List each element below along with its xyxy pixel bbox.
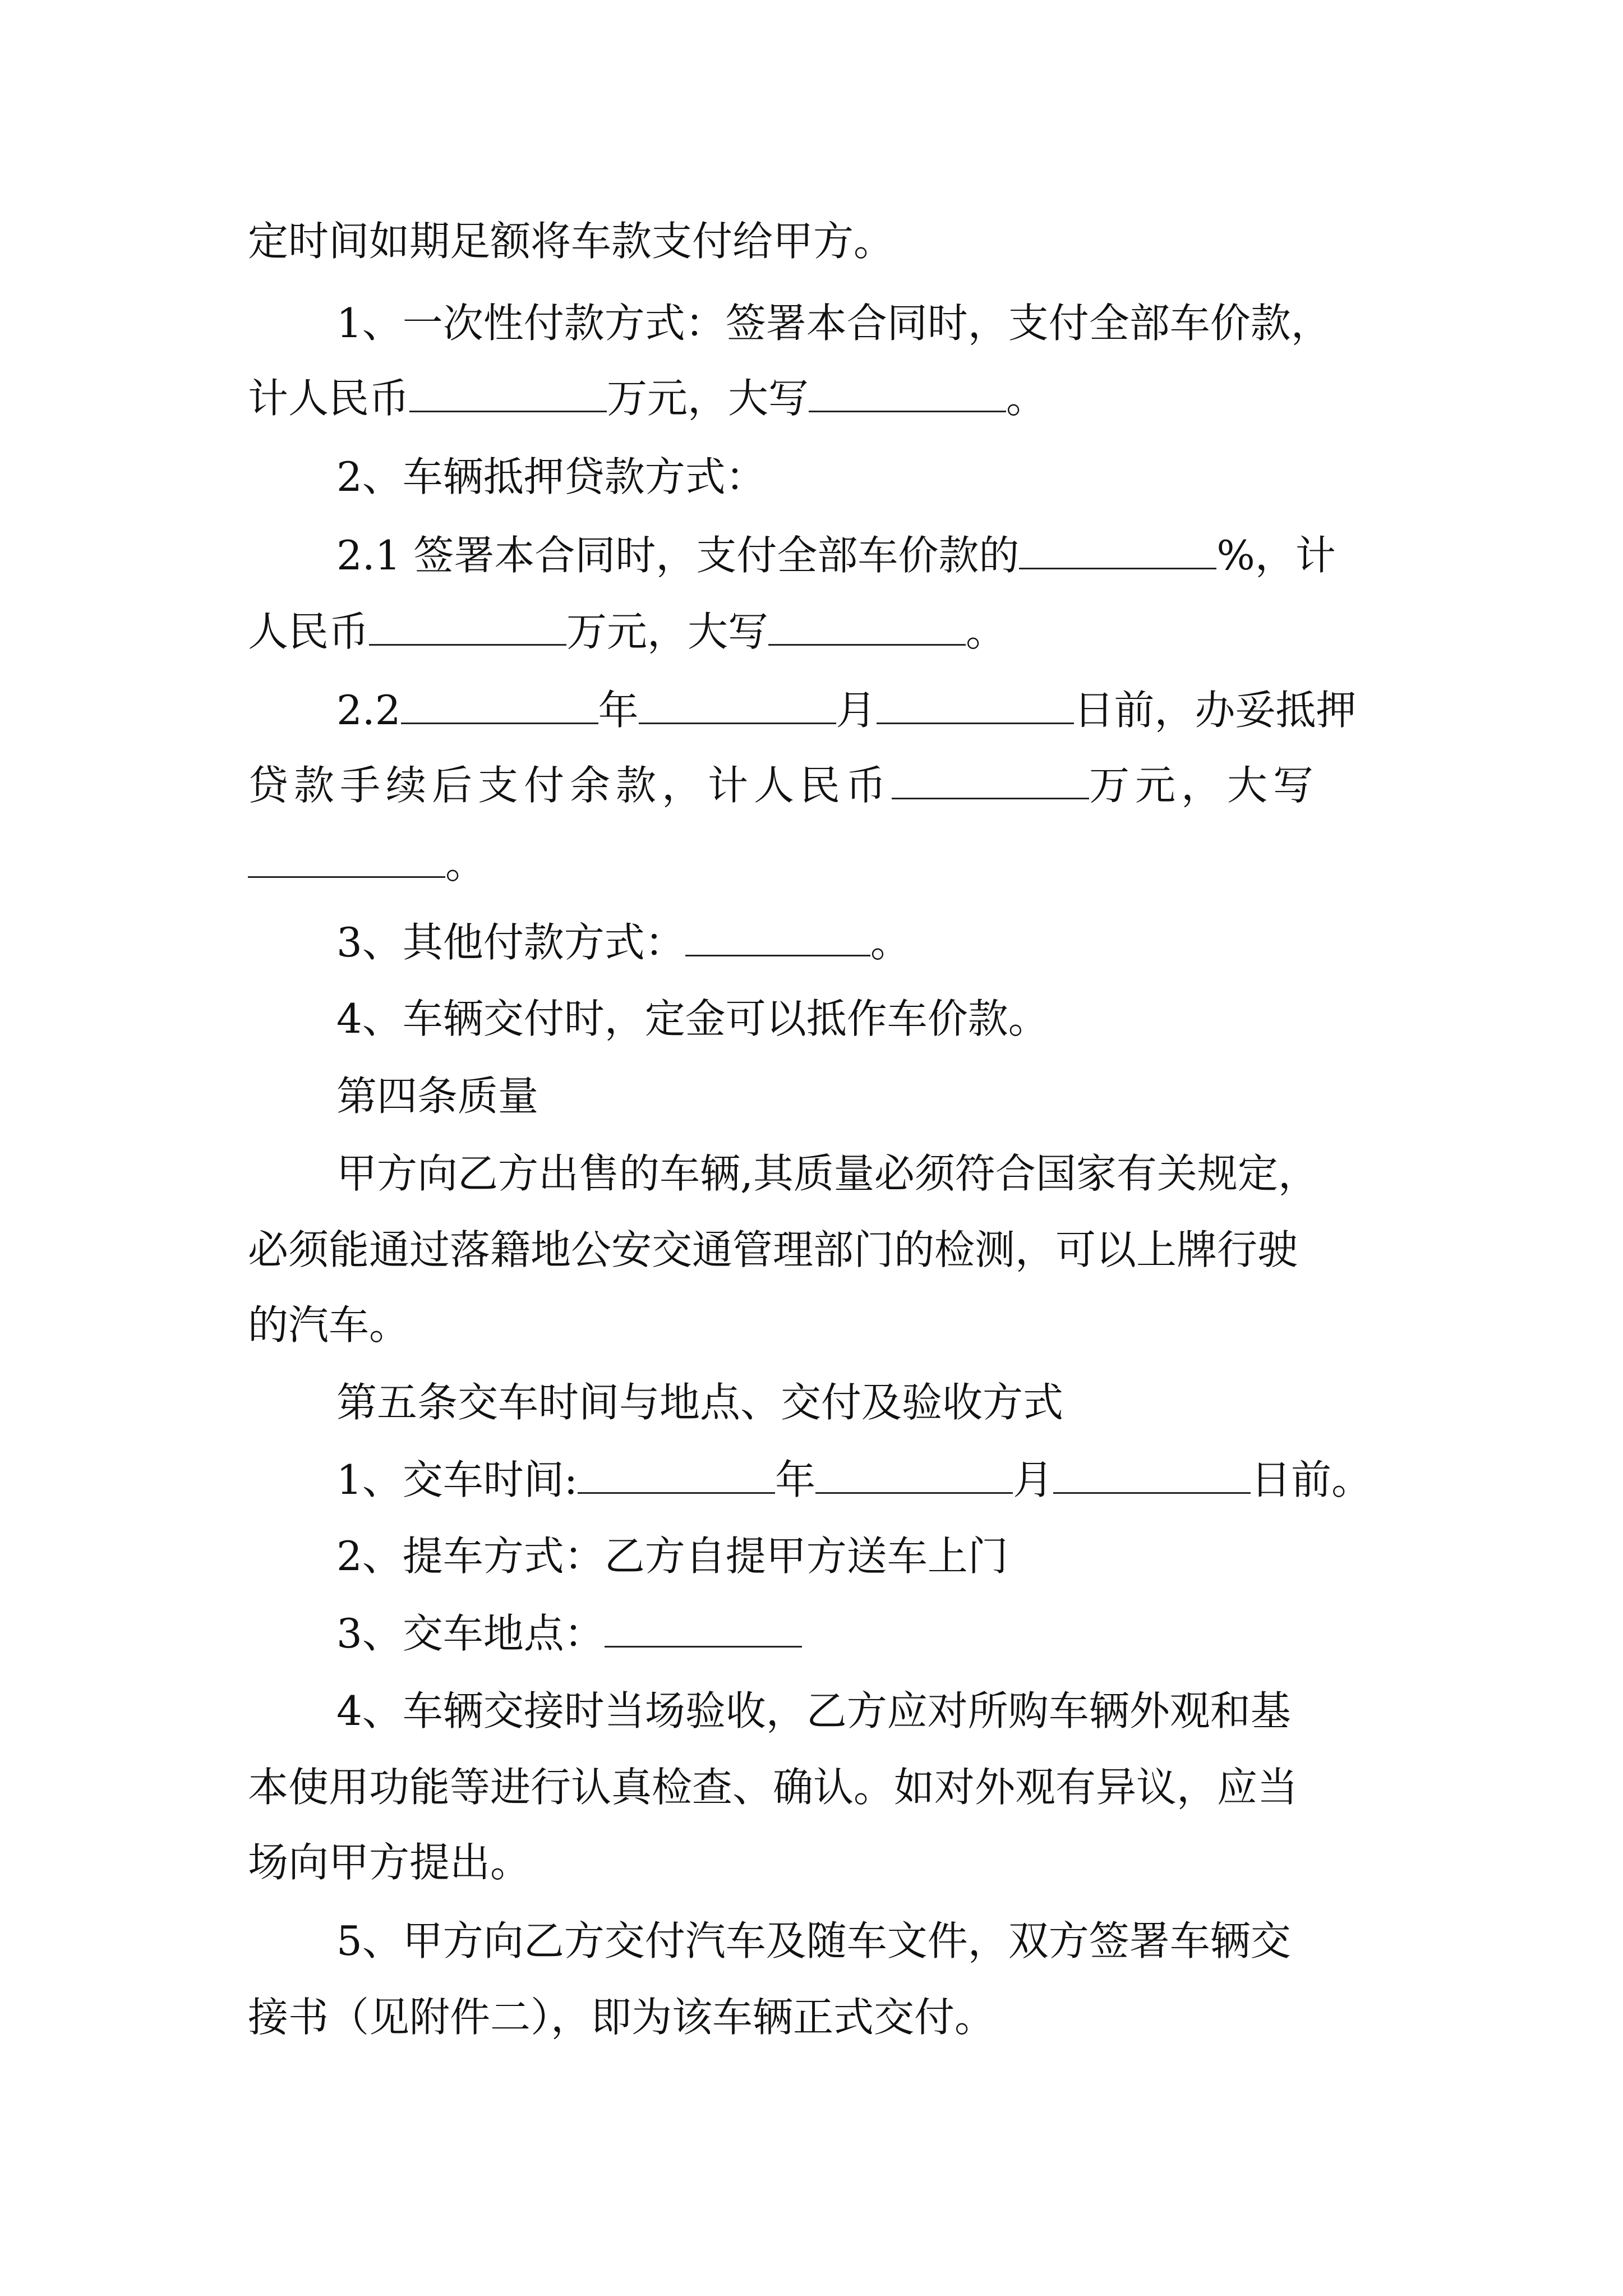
- day-blank: [877, 689, 1074, 724]
- text: %，计: [1216, 532, 1336, 579]
- other-method-blank: [685, 921, 870, 956]
- text: 月: [1013, 1456, 1054, 1503]
- clause-inspection: 本使用功能等进行认真检查、确认。如对外观有异议，应当: [248, 1764, 1298, 1811]
- text: 人民币: [248, 608, 370, 655]
- article-4-text: 甲方向乙方出售的车辆,其质量必须符合国家有关规定，: [336, 1150, 1318, 1197]
- clause-delivery-time: [336, 1441, 1486, 1519]
- year-blank: [578, 1458, 775, 1494]
- text: 万元，大写: [607, 375, 809, 422]
- text: 3、交车地点：: [336, 1610, 605, 1657]
- clause-2-2-words: [248, 825, 1398, 903]
- clause-handover: 5、甲方向乙方交付汽车及随车文件，双方签署车辆交: [336, 1917, 1291, 1964]
- article-4-heading: 第四条质量: [336, 1073, 539, 1120]
- text-line-continuation: 定时间如期足额将车款支付给甲方。: [248, 218, 895, 265]
- clause-delivery-place: [336, 1594, 1486, 1673]
- amount-blank: [409, 377, 607, 412]
- text: 2.2: [336, 687, 401, 734]
- clause-inspection: 场向甲方提出。: [248, 1839, 531, 1886]
- clause-2-1: [336, 516, 1486, 595]
- amount-in-words-blank: [768, 610, 966, 646]
- text: 。: [870, 919, 911, 966]
- text: 。: [966, 608, 1007, 655]
- text: 计人民币: [248, 375, 410, 422]
- text: 万元，大写: [566, 608, 769, 655]
- article-5-heading: 第五条交车时间与地点、交付及验收方式: [336, 1379, 1064, 1426]
- amount-in-words-blank: [248, 843, 445, 878]
- text: 1、交车时间:: [336, 1456, 578, 1503]
- year-blank: [401, 689, 598, 724]
- clause-inspection: 4、车辆交接时当场验收，乙方应对所购车辆外观和基: [336, 1687, 1291, 1734]
- text: 年: [598, 687, 639, 734]
- text: 万元，大写: [1089, 762, 1320, 809]
- lump-sum-amount-line: [248, 359, 1398, 438]
- clause-mortgage-loan: 2、车辆抵押贷款方式：: [336, 453, 766, 500]
- day-blank: [1053, 1458, 1251, 1494]
- text: 贷款手续后支付余款，计人民币: [248, 762, 892, 809]
- percent-blank: [1019, 534, 1216, 569]
- amount-blank: [892, 764, 1089, 799]
- article-4-text: 的汽车。: [248, 1301, 410, 1349]
- text: 2.1 签署本合同时，支付全部车价款的: [336, 532, 1020, 579]
- clause-pickup-method: 2、提车方式：乙方自提甲方送车上门: [336, 1533, 1008, 1580]
- text: 日前。: [1251, 1456, 1372, 1503]
- text: 年: [775, 1456, 816, 1503]
- clause-2-2: [336, 671, 1486, 749]
- month-blank: [639, 689, 836, 724]
- text: 。: [1006, 375, 1047, 422]
- clause-deposit: 4、车辆交付时，定金可以抵作车价款。: [336, 995, 1049, 1042]
- clause-other-payment: [336, 903, 1486, 982]
- text: 日前，办妥抵押: [1073, 687, 1357, 734]
- text: 3、其他付款方式：: [336, 919, 685, 966]
- text: 月: [836, 687, 877, 734]
- clause-lump-sum-payment: 1、一次性付款方式：签署本合同时，支付全部车价款，: [336, 300, 1331, 347]
- clause-2-2-amount: [248, 746, 1398, 825]
- article-4-text: 必须能通过落籍地公安交通管理部门的检测，可以上牌行驶: [248, 1226, 1298, 1273]
- month-blank: [815, 1458, 1013, 1494]
- amount-in-words-blank: [809, 377, 1006, 412]
- amount-blank: [369, 610, 566, 646]
- text: 。: [445, 840, 486, 887]
- place-blank: [605, 1612, 802, 1648]
- clause-2-1-amount: [248, 592, 1398, 671]
- clause-handover: 接书（见附件二），即为该车辆正式交付。: [248, 1994, 995, 2041]
